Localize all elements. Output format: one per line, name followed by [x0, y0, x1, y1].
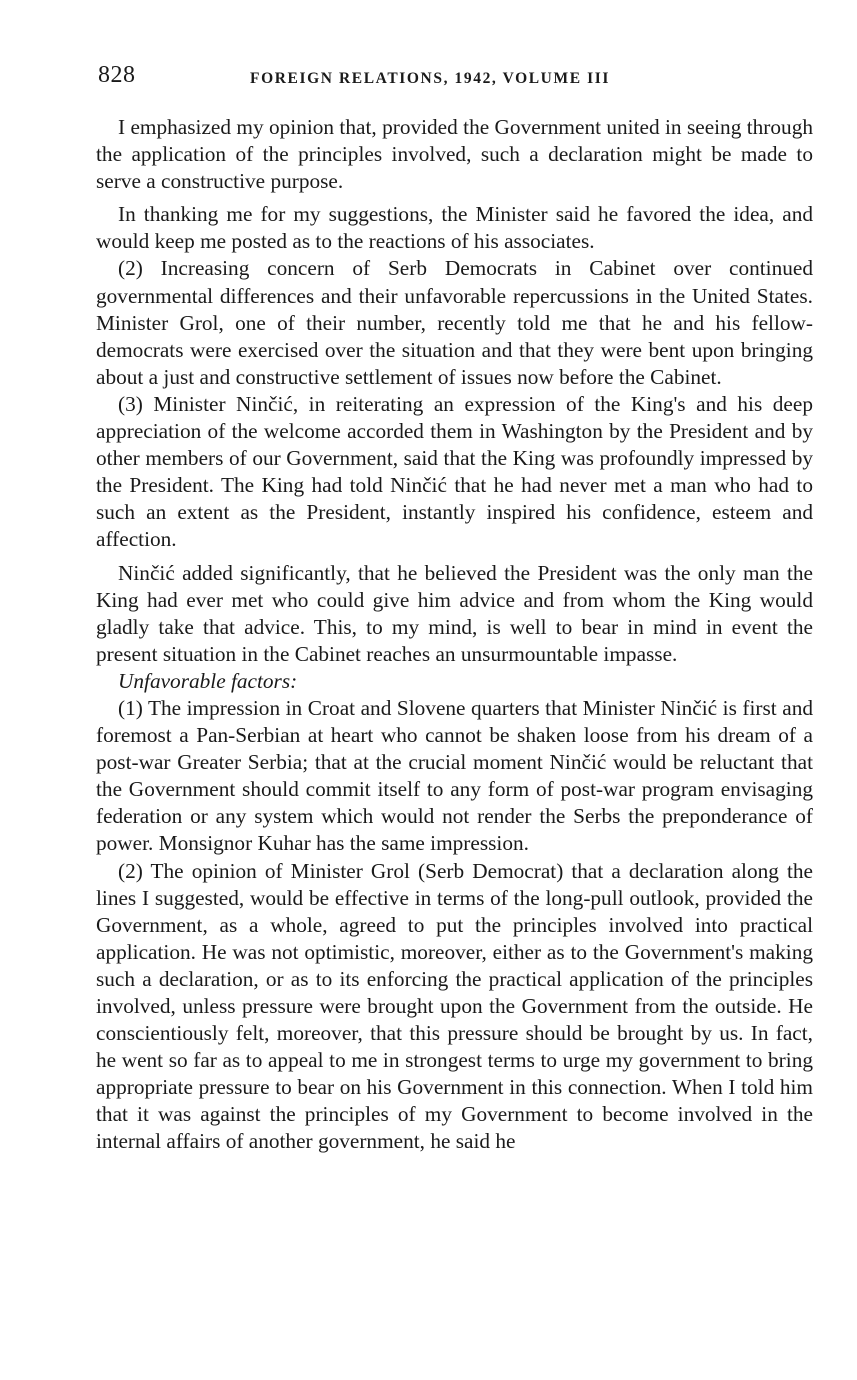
paragraph-1: I emphasized my opinion that, provided the Government united in seeing through the application of the principles involved, such a declaration might be made to serve a constructive purpose. [96, 115, 813, 194]
paragraph-6: (1) The impression in Croat and Slovene quarters that Minister Ninčić is first and foremost a Pan-Serbian at heart who cannot be shaken loose from his dream of a post-war Greater Serbia; that at the crucial moment Ninčić would be reluctant that the Government should commit itself to any form of post-war program envisaging federation or any system which would not render the Serbs the preponderance of power. Monsignor Kuhar has the same impression. [96, 695, 813, 856]
paragraph-5: Ninčić added significantly, that he believed the President was the only man the King had ever met who could give him advice and from whom the King would gladly take that advice. This, to my mind, is well to bear in mind in event the present situation in the Cabinet reaches an unsurmountable impasse. [96, 560, 813, 666]
section-subheading: Unfavorable factors: [118, 668, 298, 693]
page-number: 828 [98, 62, 136, 88]
paragraph-4: (3) Minister Ninčić, in reiterating an expression of the King's and his deep appreciation of the welcome accorded them in Washington by the President and by other members of our Government, said that the King was profoundly impressed by the President. The King had told Ninčić that he had never met a man who had to such an extent as the President, instantly inspired his confidence, esteem and affection. [96, 391, 813, 552]
page-header [98, 62, 818, 96]
paragraph-3: (2) Increasing concern of Serb Democrats in Cabinet over continued governmental differences and their unfavorable repercussions in the United States. Minister Grol, one of their number, recently told me that he and his fellow-democrats were exercised over the situation and that they were bent upon bringing about a just and constructive settlement of issues now before the Cabinet. [96, 256, 813, 389]
paragraph-7: (2) The opinion of Minister Grol (Serb Democrat) that a declaration along the lines I suggested, would be effective in terms of the long-pull outlook, provided the Government, as a whole, agreed to put the principles involved into practical application. He was not optimistic, moreover, either as to the Government's making such a declaration, or as to its enforcing the practical application of the principles involved, unless pressure were brought upon the Government from the outside. He conscientiously felt, moreover, that this pressure should be brought by us. In fact, he went so far as to appeal to me in strongest terms to urge my government to bring appropriate pressure to bear on his Government in this connection. When I told him that it was against the principles of my Government to become involved in the internal affairs of another government, he said he [96, 858, 813, 1154]
paragraph-2: In thanking me for my suggestions, the Minister said he favored the idea, and would keep me posted as to the reactions of his associates. [96, 202, 813, 254]
body-text [96, 114, 813, 1156]
running-head: FOREIGN RELATIONS, 1942, VOLUME III [250, 70, 610, 87]
